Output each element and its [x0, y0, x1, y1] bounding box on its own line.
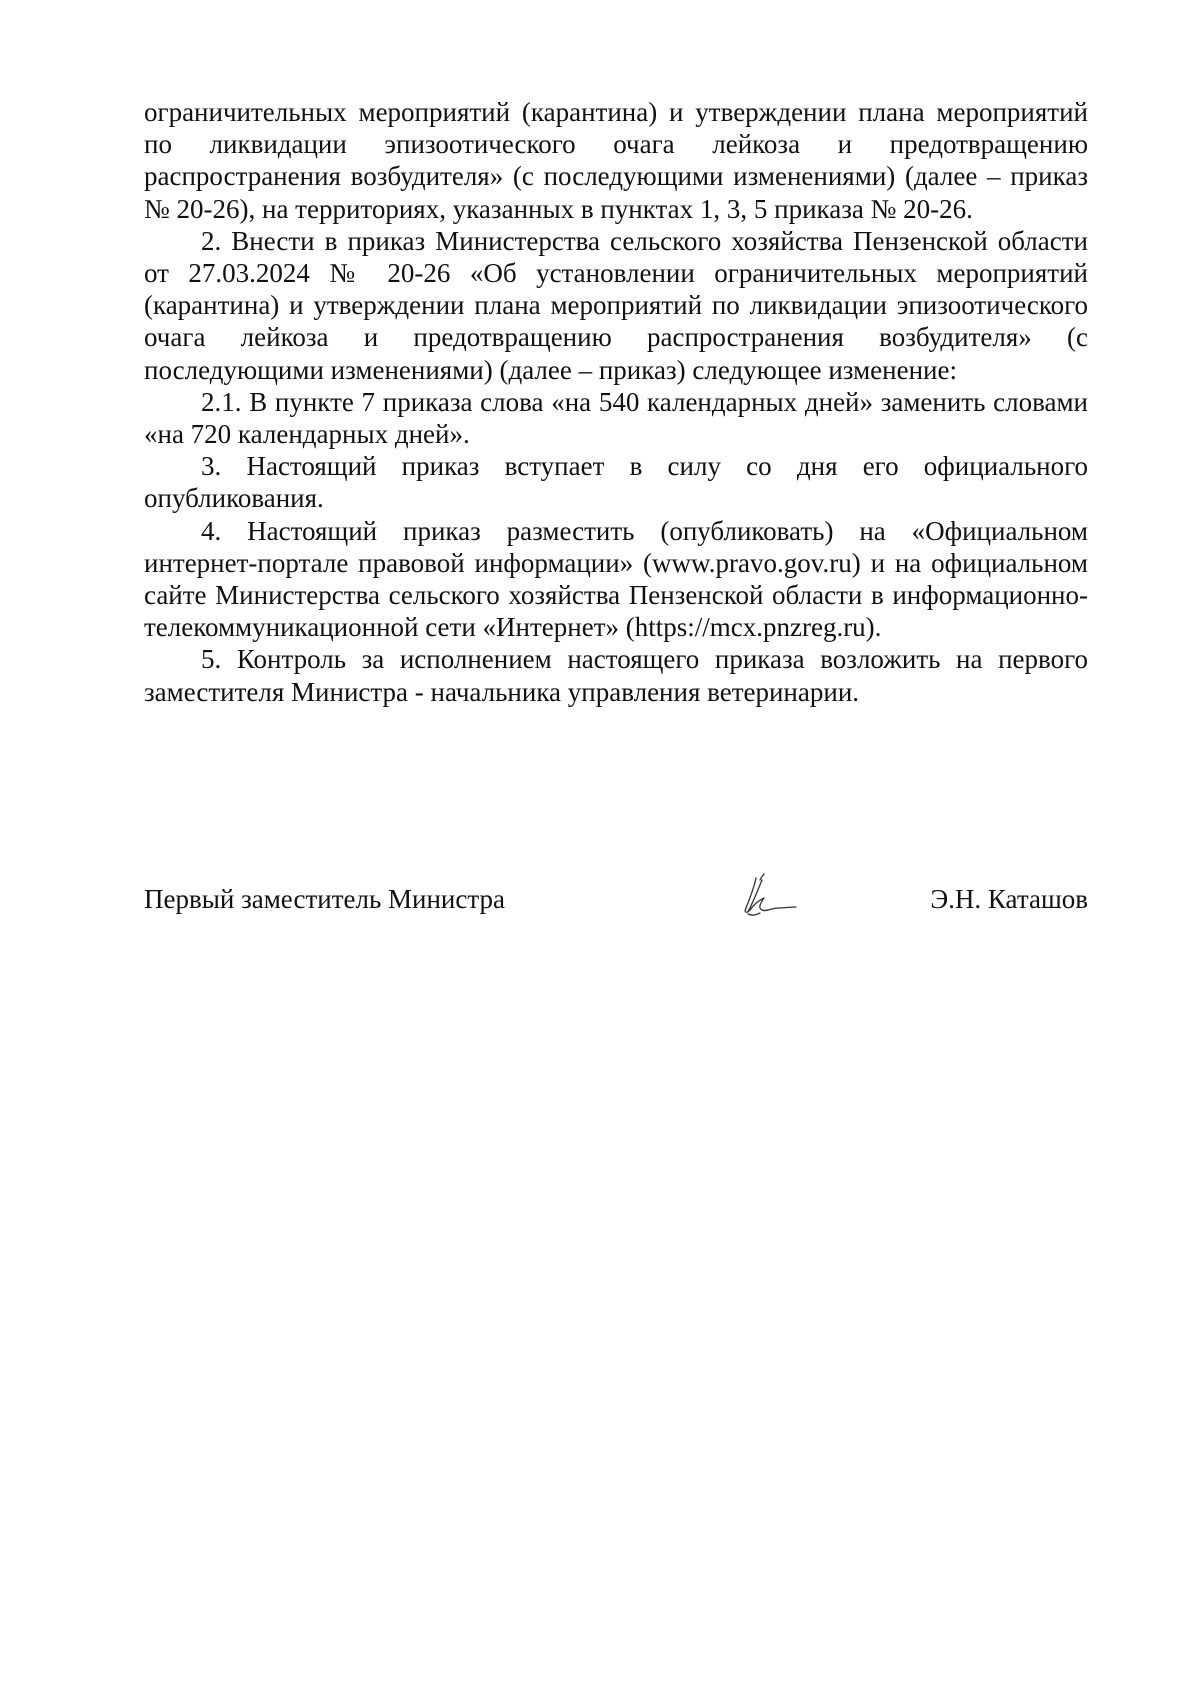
- handwritten-signature-icon: [734, 870, 804, 926]
- document-body: [144, 96, 1088, 708]
- paragraph-item-2: 2. Внести в приказ Министерства сельского хозяйства Пензенской области от 27.03.2024 № 20-26 «Об установлении ограничительных мероприятий (карантина) и утверждении плана мероприятий по ликвидации эпизоотического очага лейкоза и предотвращению распространения возбудителя» (с последующими изменениями) (далее – приказ) следующее изменение:: [144, 225, 1088, 385]
- signatory-name: Э.Н. Каташов: [930, 884, 1088, 914]
- paragraph-item-3: 3. Настоящий приказ вступает в силу со дня его официального опубликования.: [144, 451, 1088, 514]
- paragraph-item-5: 5. Контроль за исполнением настоящего приказа возложить на первого заместителя Министра - начальника управления ветеринарии.: [144, 644, 1088, 707]
- paragraph-item-2-1: 2.1. В пункте 7 приказа слова «на 540 календарных дней» заменить словами «на 720 календарных дней».: [144, 386, 1088, 450]
- signature-block: [144, 870, 1088, 930]
- paragraph-item-4: 4. Настоящий приказ разместить (опубликовать) на «Официальном интернет-портале правовой информации» (www.pravo.gov.ru) и на официальном сайте Министерства сельского хозяйства Пензенской области в информационно-телекоммуникационной сети «Интернет» (https://mcx.pnzreg.ru).: [144, 515, 1088, 643]
- signatory-position: Первый заместитель Министра: [144, 884, 505, 914]
- paragraph-continuation: ограничительных мероприятий (карантина) и утверждении плана мероприятий по ликвидации эпизоотического очага лейкоза и предотвращению распространения возбудителя» (с последующими изменениями) (далее – приказ № 20-26), на территориях, указанных в пунктах 1, 3, 5 приказа № 20-26.: [144, 97, 1088, 224]
